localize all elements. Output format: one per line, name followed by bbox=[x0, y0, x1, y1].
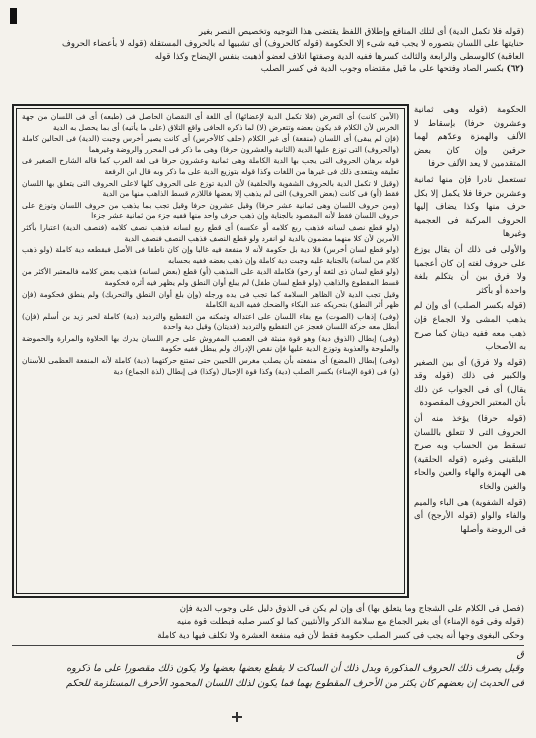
footer-divider bbox=[12, 645, 524, 646]
main-paragraph: قوله برهان الحروف التى يجب بها الدية الكاملة وهى ثمانية وعشرون حرفا فى لغة العرب كما قاله الشارح الصغير فى تعليقه ويتنعدى ذلك فى غيرها من اللغات وكذا قوله بتوزيع الدية على ما ذكر وبه قال ابن الرفعة bbox=[22, 156, 399, 176]
footer-line: وحكى البغوى وجها أنه يجب فى كسر الصلب حكومة فقط لأن فيه منفعة العشرة ولا تكلف فيها دية كاملة bbox=[157, 630, 524, 641]
main-paragraph: (ومن حروف اللسان وهى ثمانية عشر حرفا) وقيل عشرون حرفا وقيل تجب بما يذهب من حروف اللسان وتوزع على حروف اللسان فقط لأنه المقصود بالجناية وإن ذهب حرف واحد منها ففيه جزء من ثمانية عشر جزءا bbox=[22, 200, 399, 221]
main-paragraph: (وقيل لا تكمل الدية بالحروف الشفوية والحلقية) لأن الدية توزع على الحروف كلها لاعلى الحروف التى يتعلق بها اللسان فقط (أو) فى كانت (بعض الحروف) التى لم يذهب إلا بعضها فاللازم قسط الذاهب منها من الدية bbox=[22, 178, 399, 199]
main-text-frame bbox=[12, 104, 409, 598]
header-line-rest: بكسر الصاد وفتحها على ما قيل مقتضاه وجوب الدية في كسر الصلب bbox=[260, 64, 504, 75]
header-line: (قوله فلا تكمل الدية) أى لتلك المنافع وإطلاق اللفظ يقتضى هذا التوجيه وتخصيص النصر بغير bbox=[198, 27, 524, 37]
side-paragraph: (قوله ولا فرق) أى بين الصغير والكبير فى ذلك (قوله وقد يقال) أى فى الجواب عن ذلك بأن المعتبر الحروف المقصودة bbox=[414, 357, 526, 409]
cross-mark-icon bbox=[232, 712, 242, 722]
side-commentary-column bbox=[414, 104, 526, 598]
main-paragraph: (الأمن كانت) أى التعرض (فلا تكمل الدية لإعضائها) أى اللغة أى النقصان الحاصل فى (طبعه) أى فى اللسان من جهة الخرس لأن الكلام قد يكون بعضه وتتعرض (لا) لما ذكره الحافى واقع التلاق (على ما يأتيه) أى بما يحصل به الدية bbox=[22, 112, 399, 132]
main-paragraph: وقيل تجب الدية لأن الظاهر السلامة كما تجب فى يده ورجله (وإن بلغ أوان النطق والتحريك) ولم ينطق فحكومة (فإن ظهر أثر النطق) بتحريكه عند البكاء والضحك ففيه الدية الكاملة bbox=[22, 289, 399, 310]
main-paragraph: (ولو قطع نصف لسانه فذهب ربع كلامه أو عكسه) أى قطع ربع لسانه فذهب نصف كلامه (فنصف الدية) اعتبارا بأكثر الأمرين لأن كلا منهما مضمون بالدية لو انفرد ولو قطع النصف فذهب النصف فنصف الدية bbox=[22, 222, 399, 243]
side-paragraph: والأولى فى ذلك أن يقال يوزع على حروف لغته إن كان أعجميا ولا فرق بين أن يتكلم بلغة واحدة أو بأكثر bbox=[414, 244, 526, 296]
footer-line: (قوله وفى قوة الإمناء) أى بغير الجماع مع سلامة الذكر والأنثيين كما لو كسر صلبه فبطلت قوة منيه bbox=[176, 617, 524, 628]
page-number: (٦٢) bbox=[506, 64, 524, 75]
main-paragraph: (ولو قطع لسان ذى لثغة أو رخو) فكاملة الدية على المذهب (أو) قطع (بعض لسانه) فذهب بعض كلامه فالمعتبر الأكثر من قسط المقطوع والذاهب (ولو قطع لسان طفل) لم يبلغ أوان النطق ولم يظهر فيه أثره فحكومة bbox=[22, 267, 399, 287]
side-paragraph: (قوله الشفوية) هى الباء والميم والفاء والواو (قوله الأرجح) أى فى الروضة وأصلها bbox=[414, 497, 526, 535]
main-paragraph: (وفى) إذهاب (الصوت) مع بقاء اللسان على اعتداله وتمكنه من التقطيع والترديد (دية) كاملة لخبر زيد بن أسلم (فإن) أبطل معه حركة اللسان فعجز عن التقطيع والترديد (فديتان) وقيل دية واحدة bbox=[22, 311, 399, 332]
footer-commentary bbox=[12, 603, 524, 691]
main-paragraph: (ولو قطع لسان أخرس) فلا دية بل حكومة لأنه لا منفعة فيه غالبا وإن كان ناطقا فى الأصل فبقطعه دية كاملة (ولو ذهب كلام من لسانه) بالجناية عليه وجبت دية كاملة وإن ذهب بعضه ففيه بحسابه bbox=[22, 245, 399, 265]
header-line: العاقبة) كالوسطى والرابعة والثالث كسرها ففيه الدية وصفتها اتلاف لعضو أذهبت بنفس الإيضاح وكذا قوله bbox=[154, 51, 524, 62]
main-paragraph: (فإن لم يبقى) أى اللسان (منفعة) أى غير الكلام (حلف كالأخرس) أى كانت يصير أخرس وجبت (الدية) فى الحالين كاملة (والحروف) التى توزع عليها الدية (الثانية والعشرون حرفا) وهى ما ذكر فى المحرر والروضة وغيرهما bbox=[22, 134, 399, 154]
side-paragraph: تستعمل نادرا فإن منها ثمانية وعشرين حرفا فلا يكمل إلا بكل حرف منها وكذا يضاف إليها الحروف المركبة فى العجمية وغيرها bbox=[414, 174, 526, 240]
handwritten-marker: ق bbox=[516, 649, 524, 661]
main-paragraph: (وفى) إبطال (المضغ) أى منفعته بأن يصلب مغرس اللحيين حتى تمتنع حركتهما (دية) كاملة لأنه المنفعة العظمى للأسنان (و) فى (قوة الإمناء) بكسر الصلب (دية) وكذا قوة الإحبال (وكذا) فى إبطال (لذة الجماع) دية bbox=[22, 356, 399, 376]
header-line-with-page-number bbox=[12, 63, 524, 75]
side-paragraph: (قوله بكسر الصلب) أى وإن لم يذهب المشى ولا الجماع فإن ذهب معه ففيه ديتان كما صرح به الأصحاب bbox=[414, 301, 526, 353]
side-paragraph: (قوله حرفا) يؤخذ منه أن الحروف التى لا تتعلق باللسان تسقط من الحساب وبه صرح البلقينى وغيره (قوله الحلقية) هى الهمزة والهاء والعين والحاء والغين والخاء bbox=[414, 414, 526, 493]
printer-mark bbox=[10, 8, 17, 24]
header-line: حنايتها على اللسان بتصوره لا يجب فيه شىء إلا الحكومة (قوله كالحروف) أى تشبيها له بالحروف المستقلة (قوله لا بأعضاء الحروف bbox=[61, 39, 524, 50]
header-commentary bbox=[12, 26, 524, 76]
side-paragraph: الحكومة (قوله وهى ثمانية وعشرون حرفا) بإسقاط لا الألف والهمزة وعدّهم لهما حرفين وإن كان بعض المتقدمين لا يعد الألف حرفا bbox=[414, 105, 526, 170]
handwritten-note-line: وقيل يصرف ذلك الحروف المذكورة وبدل ذلك أن الساكت لا يقطع بعضها بعضها ولا يكون ذلك مقصورا على ما ذكروه bbox=[66, 663, 524, 675]
main-paragraph: (وفى) إبطال (الذوق دية) وهو قوة منبثة فى العصب المفروش على جرم اللسان يدرك بها الحلاوة والمرارة والحموضة والملوحة والعذوبة وتوزع الدية عليها فإن نقص الإدراك ولم يبطل ففيه حكومة bbox=[22, 333, 399, 354]
main-text-body bbox=[16, 108, 405, 594]
handwritten-note-line: فى الحديث إن بعضهم كان يكثر من الأحرف المقطوع بهما فما يكون لذلك اللسان المحمود الأحرف المستلزمة للحكم bbox=[65, 677, 524, 689]
footer-line: (فصل فى الكلام على الشجاج وما يتعلق بها) أى وإن لم يكن فى الذوق دليل على وجوب الدية فإن bbox=[179, 604, 524, 614]
